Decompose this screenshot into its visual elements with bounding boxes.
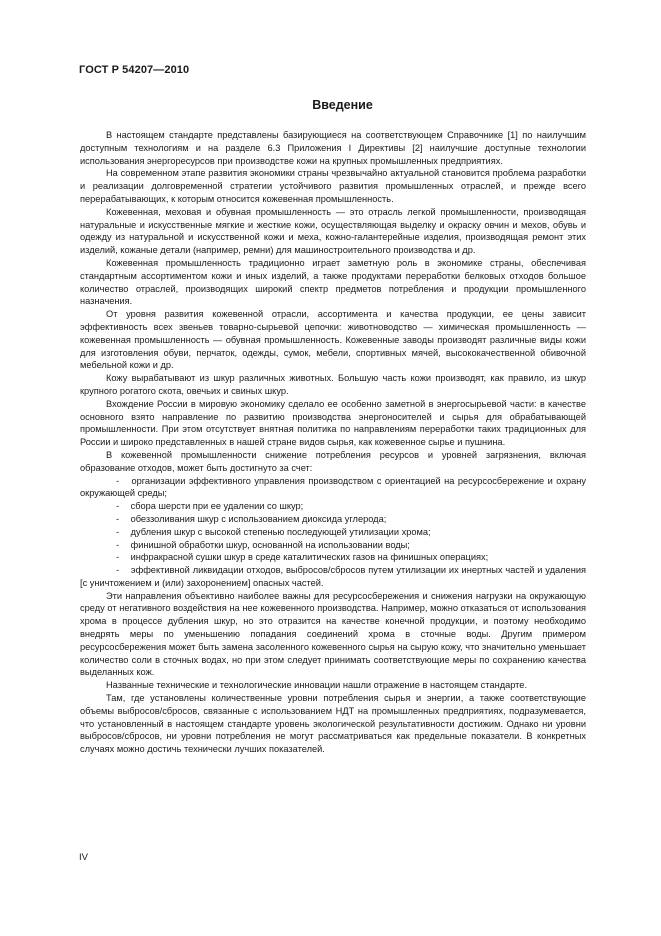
paragraph: Вхождение России в мировую экономику сделало ее особенно заметной в энергосырьевой части: в качестве основного взято направление по развитию производства энергоносителей и сырья для обрабатывающей промышленности. При этом отсутствует внятная политика по направлениям переработки таких традиционных для России и широко представленных в нашей стране видов сырья, как кожевенное сырье и пушнина. <box>80 398 586 448</box>
paragraph: Названные технические и технологические инновации нашли отражение в настоящем стандарте. <box>106 680 528 691</box>
list-item <box>80 551 586 564</box>
list-marker: - <box>116 513 120 524</box>
list-marker: - <box>116 501 120 512</box>
paragraph: Кожевенная, меховая и обувная промышленность — это отрасль легкой промышленности, производящая натуральные и искусственные мягкие и жесткие кожи, осуществляющая выделку и окраску овчин и мехов, обувь и одежду из натуральной и искусственной кожи и меха, кожно-галантерейные изделия, производящая ремонт этих изделий, кожаные детали (например, ремни) для машиностроительного производства и др. <box>80 206 586 256</box>
paragraph: Кожу вырабатывают из шкур различных животных. Большую часть кожи производят, как правило, из шкур крупного рогатого скота, овечьих и свиных шкур. <box>80 373 586 396</box>
standard-code: ГОСТ Р 54207—2010 <box>79 64 190 76</box>
paragraph: Кожевенная промышленность традиционно играет заметную роль в экономике страны, обеспечивая стандартным ассортиментом кожи и иных изделий, а также продуктами переработки белковых отходов большое количество отраслей, производящих широкий спектр предметов потребления и продукции промышленного назначения. <box>80 257 586 307</box>
list-item-text: организации эффективного управления производством с ориентацией на ресурсосбережение и охрану окружающей среды; <box>80 475 586 499</box>
list-item <box>80 513 586 526</box>
list-marker: - <box>116 526 120 537</box>
paragraph: Там, где установлены количественные уровни потребления сырья и энергии, а также соответствующие объемы выбросов/сбросов, связанные с использованием НДТ на промышленных предприятиях, подразумевается, что установленный в настоящем стандарте уровень экологической результативности достижим. Однако ни уровни выбросов/сбросов, ни уровни потребления не могут рассматриваться как предельные показатели. В конкретных случаях можно достичь технически лучших показателей. <box>80 693 586 755</box>
list-marker: - <box>116 475 120 486</box>
list-item-text: финишной обработки шкур, основанной на использовании воды; <box>130 539 410 550</box>
paragraph: В кожевенной промышленности снижение потребления ресурсов и уровней загрязнения, включая образование отходов, может быть достигнуто за счет: <box>80 449 586 473</box>
list-marker: - <box>116 565 120 576</box>
list-item <box>80 539 586 552</box>
list-item <box>80 526 586 539</box>
list-marker: - <box>116 552 120 563</box>
list-item <box>80 564 586 590</box>
section-title: Введение <box>312 98 373 112</box>
document-body <box>80 129 586 756</box>
paragraph: От уровня развития кожевенной отрасли, ассортимента и качества продукции, ее цены зависит эффективность всех звеньев товарно-сырьевой цепочки: животноводство — химическая промышленность — кожевенная промышленность — обувная промышленность. Кожевенные заводы производят различные виды кожи для изготовления обуви, перчаток, одежды, сумок, мебели, спортивных мячей, высококачественной обивочной мебельной кожи и др. <box>80 309 586 371</box>
list-item-text: инфракрасной сушки шкур в среде каталитических газов на финишных операциях; <box>130 552 489 563</box>
list-marker: - <box>116 539 120 550</box>
list-item-text: обеззоливания шкур с использованием диоксида углерода; <box>130 513 387 524</box>
paragraph: В настоящем стандарте представлены базирующиеся на соответствующем Справочнике [1] по наилучшим доступным технологиям и на разделе 6.3 Приложения I Директивы [2] наилучшие доступные технологии использования энергоресурсов при производстве кожи на крупных промышленных предприятиях. <box>80 130 586 166</box>
list-item-text: эффективной ликвидации отходов, выбросов/сбросов путем утилизации их инертных частей и удаления [с уничтожением и (или) захоронением] опасных частей. <box>80 565 586 588</box>
paragraph: Эти направления объективно наиболее важны для ресурсосбережения и снижения нагрузки на окружающую среду от негативного воздействия на нее кожевенного производства. Например, можно отказаться от использования хрома в процессе дубления шкур, но это отразится на качестве конечной продукции, и поэтому необходимо внедрять меры по уменьшению попадания соединений хрома в сточные воды. Другим примером ресурсосбережения может быть замена засоленного кожевенного сырья на сырую кожу, что значительно уменьшает количество соли в сточных водах, но при этом следует принимать соответствующие меры по сохранению качества выделанных кож. <box>80 590 586 678</box>
list-item-text: сбора шерсти при ее удалении со шкур; <box>130 501 304 512</box>
list-item <box>80 500 586 513</box>
paragraph: На современном этапе развития экономики страны чрезвычайно актуальной становится проблема разработки и реализации долговременной стратегии устойчивого развития промышленных отраслей, и прежде всего перерабатывающих, к которым относится кожевенная промышленность. <box>80 168 586 204</box>
list-item-text: дубления шкур с высокой степенью последующей утилизации хрома; <box>130 526 431 537</box>
page-number: IV <box>79 852 88 863</box>
list-item <box>80 475 586 501</box>
